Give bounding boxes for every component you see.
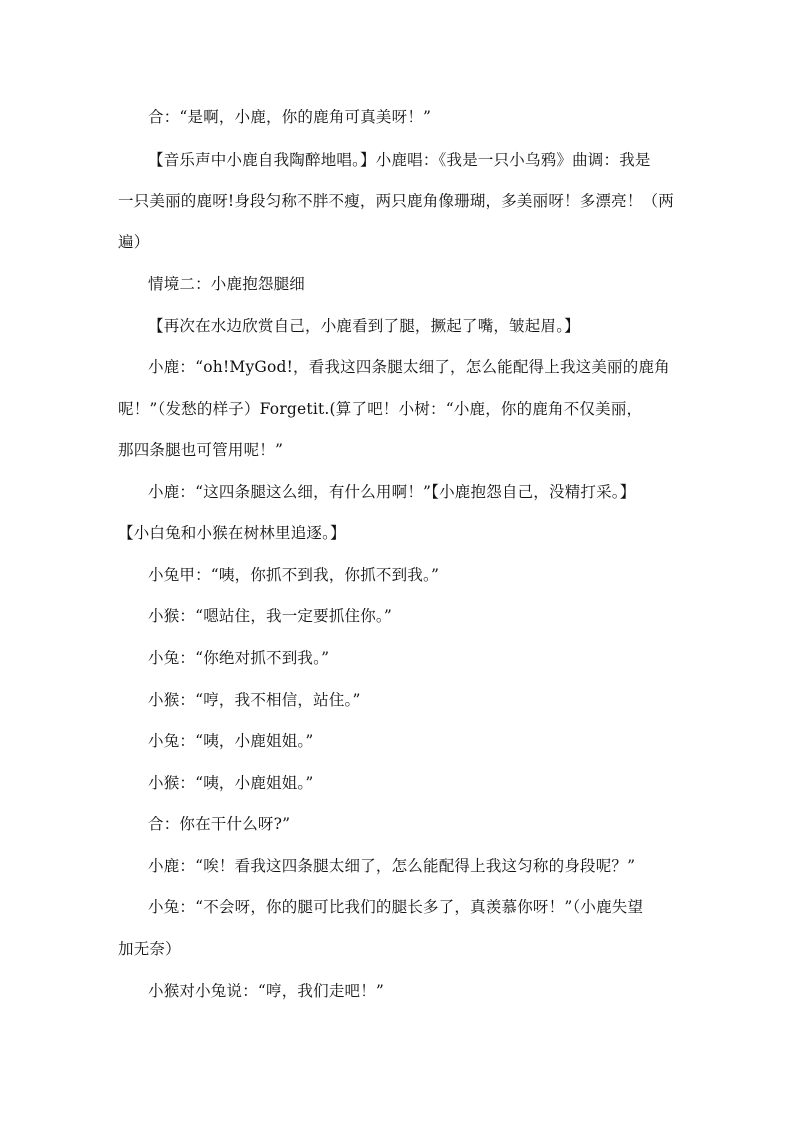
- dialogue-line: 合：你在干什么呀?”: [148, 815, 291, 833]
- dialogue-line: 小兔：“咦，小鹿姐姐。”: [148, 732, 314, 750]
- dialogue-line: 小兔：“你绝对抓不到我。”: [148, 649, 330, 667]
- stage-direction-line: 【再次在水边欣赏自己，小鹿看到了腿，撅起了嘴，皱起眉。】: [148, 317, 580, 335]
- dialogue-line: 小鹿：“唉！看我这四条腿太细了，怎么能配得上我这匀称的身段呢？”: [148, 857, 636, 875]
- dialogue-line: 小猴：“哼，我不相信，站住。”: [148, 691, 361, 709]
- dialogue-line: 合：“是啊，小鹿，你的鹿角可真美呀！”: [148, 108, 432, 126]
- paragraph-continuation: 加无奈）: [118, 940, 181, 958]
- paragraph-continuation: 一只美丽的鹿呀!身段匀称不胖不瘦，两只鹿角像珊瑚，多美丽呀！多漂亮！（两: [118, 192, 674, 210]
- dialogue-line: 小猴：“嗯站住，我一定要抓住你。”: [148, 607, 392, 625]
- paragraph-continuation: 遍）: [118, 233, 150, 251]
- dialogue-line: 小猴对小兔说：“哼，我们走吧！”: [148, 982, 385, 1000]
- dialogue-line: 小猴：“咦，小鹿姐姐。”: [148, 774, 314, 792]
- dialogue-line: 小兔甲：“咦，你抓不到我，你抓不到我。”: [148, 566, 440, 584]
- stage-direction-line: 【音乐声中小鹿自我陶醉地唱。】小鹿唱：《我是一只小乌鸦》曲调：我是: [148, 151, 651, 169]
- dialogue-line: 小兔：“不会呀，你的腿可比我们的腿长多了，真羡慕你呀！”（小鹿失望: [148, 898, 644, 916]
- paragraph-continuation: 那四条腿也可管用呢！”: [118, 441, 284, 459]
- paragraph-continuation: 呢！”（发愁的样子）Forgetit.(算了吧！小树：“小鹿，你的鹿角不仅美丽，: [118, 400, 643, 418]
- section-heading: 情境二：小鹿抱怨腿细: [148, 275, 306, 293]
- dialogue-line: 小鹿：“oh!MyGod!，看我这四条腿太细了，怎么能配得上我这美丽的鹿角: [148, 358, 670, 376]
- dialogue-line: 小鹿：“这四条腿这么细，有什么用啊！”【小鹿抱怨自己，没精打采。】: [148, 483, 636, 501]
- stage-direction-line: 【小白兔和小猴在树林里追逐。】: [118, 524, 346, 542]
